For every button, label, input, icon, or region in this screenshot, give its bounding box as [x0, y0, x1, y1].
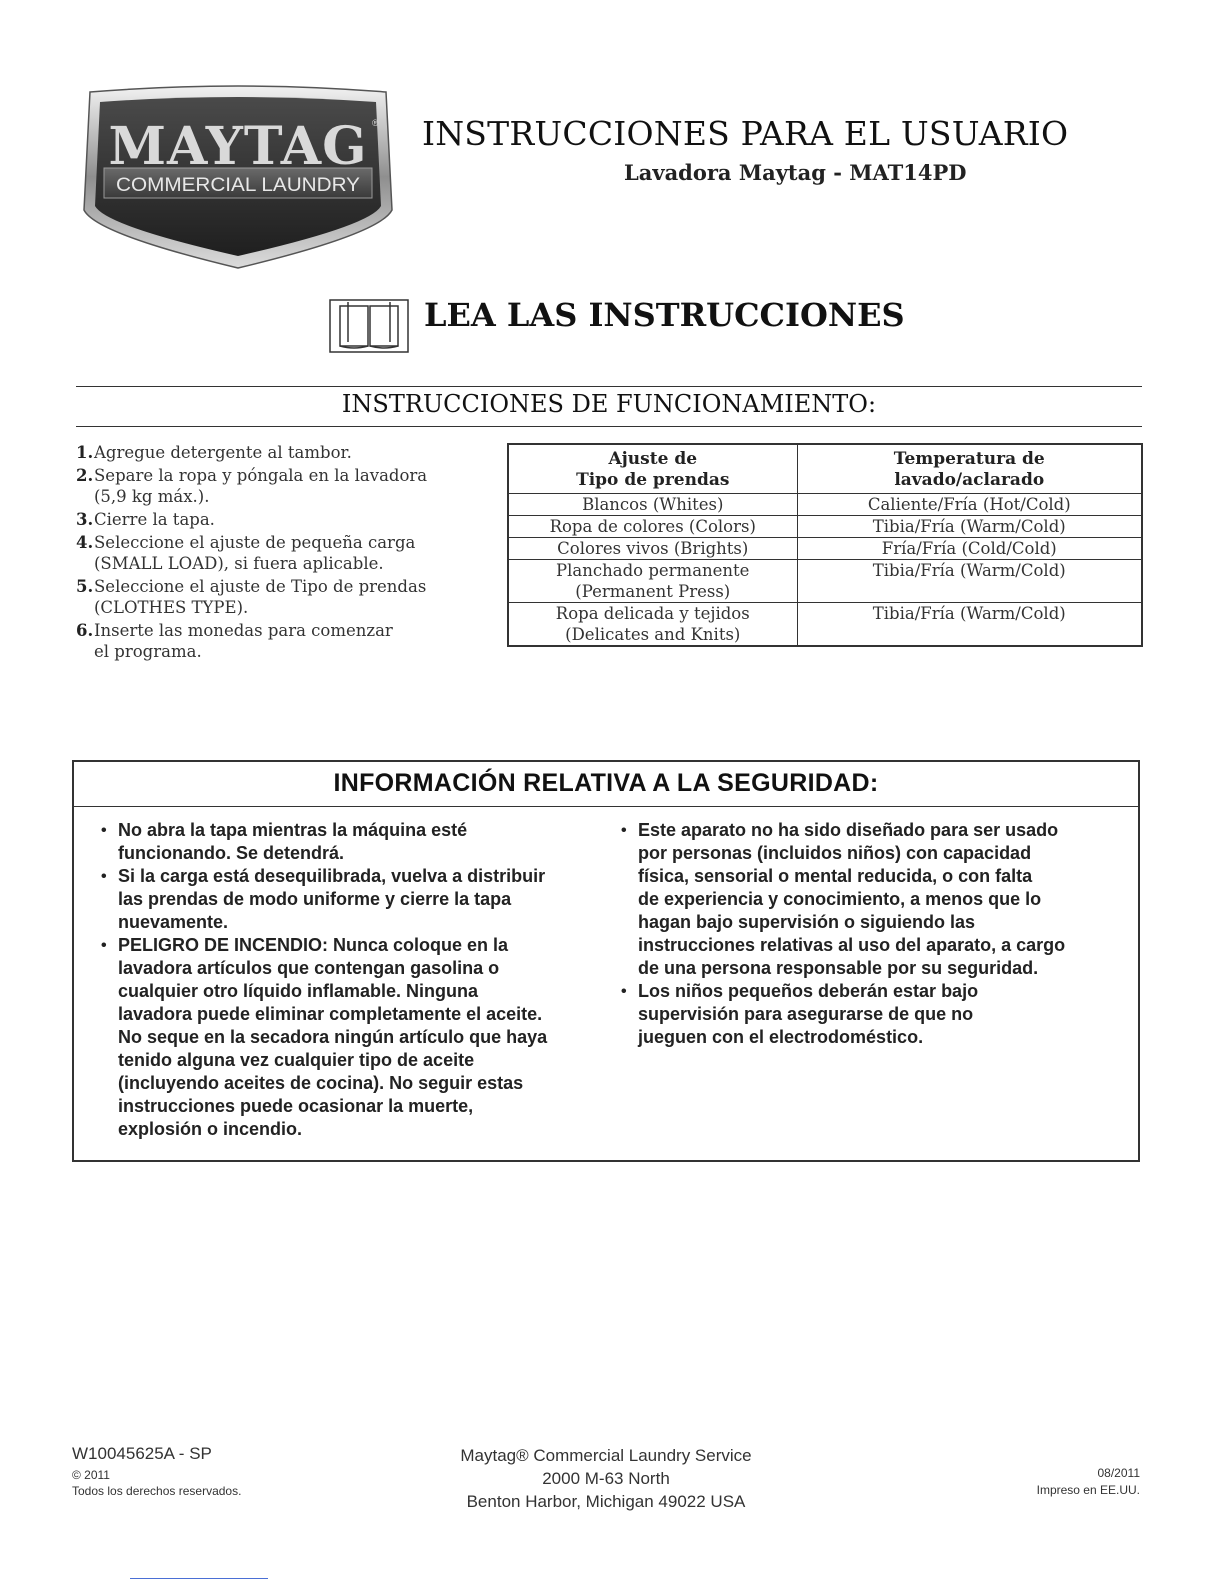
- header-line: Tipo de prendas: [576, 470, 730, 490]
- table-header-row: [508, 444, 1142, 494]
- clothes-type-cell: [508, 603, 797, 647]
- maytag-logo-graphic: [80, 84, 396, 272]
- step-text: Agregue detergente al tambor.: [94, 443, 352, 462]
- document-title: INSTRUCCIONES PARA EL USUARIO: [422, 114, 1069, 153]
- printed-in: Impreso en EE.UU.: [1036, 1483, 1140, 1497]
- header-wash-rinse-temperature: [797, 444, 1142, 494]
- table-row: [508, 603, 1142, 647]
- step-text: (SMALL LOAD), si fuera aplicable.: [94, 554, 384, 573]
- maytag-logo: [80, 84, 396, 272]
- safety-text: instrucciones relativas al uso del aparato, a cargo: [638, 935, 1066, 955]
- service-address: [420, 1444, 792, 1513]
- temperature-cell: Tibia/Fría (Warm/Cold): [797, 603, 1142, 647]
- safety-text: de una persona responsable por su seguridad.: [638, 958, 1039, 978]
- step-number: 2.: [76, 466, 94, 485]
- table-row: [508, 494, 1142, 516]
- safety-list-left: [98, 819, 588, 1141]
- safety-text: Este aparato no ha sido diseñado para ser usado: [638, 820, 1059, 840]
- clothes-type-settings-table: [507, 443, 1143, 647]
- safety-item: [98, 865, 588, 934]
- safety-text: instrucciones puede ocasionar la muerte,: [118, 1096, 474, 1116]
- step-text: Seleccione el ajuste de Tipo de prendas: [94, 577, 427, 596]
- safety-item: [618, 819, 1118, 980]
- temperature-cell: Fría/Fría (Cold/Cold): [797, 538, 1142, 560]
- clothes-type-cell: [508, 560, 797, 603]
- safety-text: explosión o incendio.: [118, 1119, 303, 1139]
- operating-steps-list: [76, 442, 486, 664]
- cell-line: Colores vivos (Brights): [557, 539, 749, 558]
- step-text: (5,9 kg máx.).: [94, 487, 210, 506]
- document-number: W10045625A - SP: [72, 1444, 212, 1463]
- step-number: 1.: [76, 443, 94, 462]
- step-text: Cierre la tapa.: [94, 510, 215, 529]
- safety-text: física, sensorial o mental reducida, o con falta: [638, 866, 1033, 886]
- open-book-icon: [328, 296, 410, 354]
- safety-text: cualquier otro líquido inflamable. Ninguna: [118, 981, 479, 1001]
- safety-lead: PELIGRO DE INCENDIO:: [118, 935, 329, 955]
- step-text: el programa.: [94, 642, 202, 661]
- rights-reserved: Todos los derechos reservados.: [72, 1484, 242, 1498]
- safety-text: por personas (incluidos niños) con capacidad: [638, 843, 1032, 863]
- clothes-type-cell: [508, 494, 797, 516]
- temperature-cell: Tibia/Fría (Warm/Cold): [797, 516, 1142, 538]
- safety-heading-divider: [74, 806, 1138, 807]
- safety-text: No seque en la secadora ningún artículo que haya: [118, 1027, 548, 1047]
- clothes-type-cell: [508, 538, 797, 560]
- safety-item: [98, 934, 588, 1141]
- safety-text: tenido alguna vez cualquier tipo de aceite: [118, 1050, 475, 1070]
- safety-text: No abra la tapa mientras la máquina esté: [118, 820, 468, 840]
- safety-text: jueguen con el electrodoméstico.: [638, 1027, 924, 1047]
- table-row: [508, 538, 1142, 560]
- step-number: 5.: [76, 577, 94, 596]
- step-item: [76, 620, 486, 662]
- safety-text-rest: Nunca coloque en la: [328, 935, 509, 955]
- safety-text: las prendas de modo uniforme y cierre la tapa: [118, 889, 512, 909]
- safety-item: [618, 980, 1118, 1049]
- svg-text:MAYTAG: MAYTAG: [108, 116, 368, 177]
- cell-line: (Permanent Press): [575, 582, 731, 601]
- clothes-type-cell: [508, 516, 797, 538]
- safety-text: lavadora artículos que contengan gasolina o: [118, 958, 500, 978]
- step-text: (CLOTHES TYPE).: [94, 598, 249, 617]
- safety-text: funcionando. Se detendrá.: [118, 843, 345, 863]
- header-clothes-type-setting: [508, 444, 797, 494]
- safety-text: supervisión para asegurarse de que no: [638, 1004, 974, 1024]
- bullet-icon: •: [621, 983, 627, 1000]
- safety-text: [118, 934, 588, 957]
- step-text: Seleccione el ajuste de pequeña carga: [94, 533, 416, 552]
- safety-text: Si la carga está desequilibrada, vuelva a distribuir: [118, 866, 546, 886]
- cell-line: (Delicates and Knits): [565, 625, 741, 644]
- cell-line: Ropa delicada y tejidos: [555, 604, 750, 623]
- step-text: Separe la ropa y póngala en la lavadora: [94, 466, 428, 485]
- bullet-icon: •: [101, 868, 107, 885]
- step-item: [76, 532, 486, 574]
- header-line: Temperatura de: [893, 449, 1045, 469]
- section-divider-bottom: [76, 426, 1142, 427]
- temperature-cell: Tibia/Fría (Warm/Cold): [797, 560, 1142, 603]
- service-street: 2000 M-63 North: [542, 1469, 670, 1488]
- safety-item: [98, 819, 588, 865]
- step-item: [76, 509, 486, 530]
- table-body: [508, 494, 1142, 647]
- cell-line: Blancos (Whites): [582, 495, 724, 514]
- operating-instructions-heading: INSTRUCCIONES DE FUNCIONAMIENTO:: [341, 390, 877, 418]
- header-line: Ajuste de: [608, 449, 698, 469]
- table-row: [508, 516, 1142, 538]
- section-divider-top: [76, 386, 1142, 387]
- document-subtitle: Lavadora Maytag - MAT14PD: [624, 160, 967, 185]
- service-name: Maytag® Commercial Laundry Service: [460, 1446, 752, 1465]
- step-number: 3.: [76, 510, 94, 529]
- safety-text: Los niños pequeños deberán estar bajo: [638, 981, 979, 1001]
- step-number: 4.: [76, 533, 94, 552]
- step-item: [76, 442, 486, 463]
- svg-text:COMMERCIAL LAUNDRY: COMMERCIAL LAUNDRY: [116, 175, 361, 196]
- cell-line: Ropa de colores (Colors): [549, 517, 756, 536]
- table-row: [508, 560, 1142, 603]
- safety-heading: INFORMACIÓN RELATIVA A LA SEGURIDAD:: [333, 769, 879, 797]
- safety-text: lavadora puede eliminar completamente el aceite.: [118, 1004, 543, 1024]
- safety-text: de experiencia y conocimiento, a menos que lo: [638, 889, 1042, 909]
- read-instructions-heading: LEA LAS INSTRUCCIONES: [424, 296, 905, 334]
- step-text: Inserte las monedas para comenzar: [94, 621, 393, 640]
- print-date: 08/2011: [1097, 1466, 1140, 1480]
- safety-text: nuevamente.: [118, 912, 229, 932]
- bullet-icon: •: [101, 937, 107, 954]
- step-item: [76, 465, 486, 507]
- safety-list-right: [618, 819, 1118, 1049]
- safety-text: (incluyendo aceites de cocina). No seguir estas: [118, 1073, 524, 1093]
- svg-text:®: ®: [372, 118, 379, 128]
- link-underline: [130, 1578, 268, 1579]
- step-number: 6.: [76, 621, 94, 640]
- bullet-icon: •: [101, 822, 107, 839]
- service-city: Benton Harbor, Michigan 49022 USA: [466, 1492, 746, 1511]
- copyright-year: © 2011: [72, 1468, 110, 1482]
- safety-information-box: [72, 760, 1140, 1162]
- cell-line: Planchado permanente: [556, 561, 750, 580]
- bullet-icon: •: [621, 822, 627, 839]
- header-line: lavado/aclarado: [894, 470, 1045, 490]
- safety-text: hagan bajo supervisión o siguiendo las: [638, 912, 976, 932]
- temperature-cell: Caliente/Fría (Hot/Cold): [797, 494, 1142, 516]
- step-item: [76, 576, 486, 618]
